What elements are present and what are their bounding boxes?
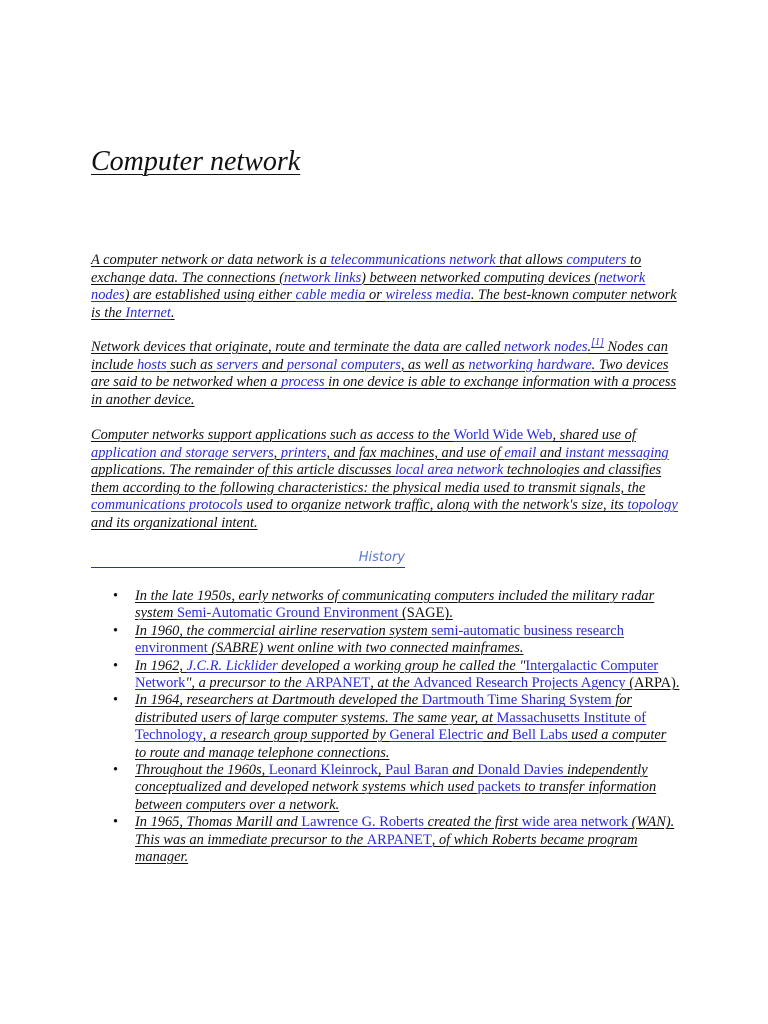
link-davies[interactable]: Donald Davies [477, 762, 564, 779]
link-internet[interactable]: Internet [125, 304, 171, 321]
item-text: , [377, 762, 386, 779]
link-arpa[interactable]: Advanced Research Projects Agency [413, 675, 626, 692]
link-kleinrock[interactable]: Leonard Kleinrock [268, 762, 378, 779]
link-arpanet-2[interactable]: ARPANET [366, 831, 432, 848]
link-roberts[interactable]: Lawrence G. Roberts [301, 814, 424, 831]
link-network-links[interactable]: network links [284, 269, 362, 286]
paragraph-text: . [170, 304, 175, 321]
list-item [91, 762, 681, 814]
list-item [91, 814, 681, 866]
paragraph-text: , shared use of [552, 427, 636, 443]
bullet-icon: • [113, 588, 119, 604]
item-text: used a computer to route and manage telephone connections. [135, 727, 667, 761]
paragraph-text: Nodes can include [91, 339, 668, 373]
paragraph-text: that allows [495, 252, 567, 268]
item-text: In 1962, [135, 657, 187, 674]
paragraph-text: to exchange data. The connections ( [91, 252, 642, 286]
item-text: In 1965, Thomas Marill and [135, 814, 302, 831]
item-text: for distributed users of large computer systems. The same year, at [135, 692, 632, 726]
paragraph-text: and [536, 444, 566, 461]
link-email[interactable]: email [504, 444, 537, 461]
paragraph-text: A computer network or data network is a [91, 252, 331, 268]
bullet-icon: • [113, 762, 119, 779]
item-text: and [483, 727, 513, 744]
item-text: and [448, 762, 478, 779]
list-item [91, 692, 681, 762]
item-text: In the late 1950s, early networks of communicating computers included the military radar system [135, 588, 655, 622]
paragraph-text: , [273, 444, 281, 461]
intro-paragraph [91, 252, 681, 322]
citation-link-1[interactable]: [1] [591, 337, 604, 348]
list-item [91, 588, 681, 623]
paragraph-text: ) are established using either [124, 287, 296, 303]
link-arpanet[interactable]: ARPANET [305, 675, 371, 692]
paragraph-text: such as [166, 356, 217, 373]
paragraph-text: . Two devices are said to be networked when a [91, 356, 669, 390]
link-cable-media[interactable]: cable media [295, 287, 366, 303]
link-personal-computers[interactable]: personal computers [286, 356, 401, 373]
item-text: independently conceptualized and developed network systems which used [135, 762, 648, 796]
paragraph-text: ) between networked computing devices ( [361, 269, 599, 286]
link-local-area-network[interactable]: local area network [395, 462, 504, 478]
link-wan[interactable]: wide area network [521, 814, 629, 831]
link-network-nodes-2[interactable]: network nodes [504, 339, 588, 355]
link-bell-labs[interactable]: Bell Labs [512, 727, 568, 744]
bullet-icon: • [113, 814, 119, 831]
item-text: (WAN). This was an immediate precursor to the [135, 814, 675, 848]
paragraph-text: or [365, 287, 386, 303]
link-telecommunications-network[interactable]: telecommunications network [330, 252, 496, 268]
nodes-paragraph [91, 339, 681, 409]
history-section-heading[interactable] [91, 549, 405, 568]
item-text: ", a precursor to the [185, 675, 306, 692]
link-network-nodes[interactable]: network nodes [91, 269, 646, 303]
paragraph-text: used to organize network traffic, along with the network's size, its [242, 497, 628, 513]
link-licklider[interactable]: J.C.R. Licklider [186, 657, 278, 674]
item-text: , a research group supported by [202, 727, 390, 744]
link-packets[interactable]: packets [477, 779, 521, 796]
item-text: In 1964, researchers at Dartmouth developed the [135, 692, 422, 709]
link-servers[interactable]: servers [216, 356, 259, 373]
paragraph-text: technologies and classifies them according to the following characteristics: the physical media used to transmit signals, the [91, 462, 662, 496]
paragraph-text: applications. The remainder of this article discusses [91, 462, 396, 478]
item-text: In 1960, the commercial airline reservation system [135, 622, 432, 639]
list-item [91, 658, 681, 693]
link-mit[interactable]: Massachusetts Institute of Technology [135, 709, 647, 744]
link-sabre[interactable]: semi-automatic business research environment [135, 622, 624, 657]
bullet-icon: • [113, 657, 119, 674]
item-text: , at the [370, 675, 414, 692]
item-text: (SAGE). [398, 605, 453, 622]
link-communications-protocols[interactable]: communications protocols [91, 497, 243, 513]
link-printers[interactable]: printers [280, 444, 327, 461]
paragraph-text: Computer networks support applications such as access to the [91, 427, 454, 443]
link-hosts[interactable]: hosts [136, 356, 167, 373]
link-baran[interactable]: Paul Baran [385, 762, 449, 779]
item-text: (SABRE) went online with two connected mainframes. [207, 640, 524, 657]
link-sage[interactable]: Semi-Automatic Ground Environment [176, 605, 399, 622]
paragraph-text: in one device is able to exchange information with a process in another device. [91, 374, 677, 408]
link-general-electric[interactable]: General Electric [389, 727, 484, 744]
link-application-storage-servers[interactable]: application and storage servers [91, 444, 274, 461]
paragraph-text: . [587, 339, 592, 355]
link-world-wide-web[interactable]: World Wide Web [453, 427, 553, 443]
paragraph-text: Network devices that originate, route and terminate the data are called [91, 339, 504, 355]
applications-paragraph [91, 427, 681, 532]
link-intergalactic-network[interactable]: Intergalactic Computer Network [135, 657, 659, 692]
bullet-icon: • [113, 692, 119, 709]
item-text: (ARPA). [625, 675, 680, 692]
item-text: Throughout the 1960s, [135, 762, 269, 779]
paragraph-text: and [258, 356, 287, 373]
item-text: created the first [423, 814, 522, 831]
paragraph-text: and its organizational intent. [91, 514, 258, 531]
paragraph-text: , as well as [400, 356, 469, 373]
history-heading-label: History [358, 550, 405, 565]
item-text: developed a working group he called the " [277, 657, 526, 674]
page-title: Computer network [91, 146, 301, 177]
link-process[interactable]: process [281, 374, 325, 390]
history-list [91, 588, 681, 867]
bullet-icon: • [113, 622, 119, 639]
paragraph-text: , and fax machines, and use of [326, 444, 505, 461]
item-text: , of which Roberts became program manager. [135, 831, 638, 866]
link-networking-hardware[interactable]: networking hardware [468, 356, 592, 373]
paragraph-text: . The best-known computer network is the [91, 287, 677, 321]
link-wireless-media[interactable]: wireless media [385, 287, 471, 303]
link-computers[interactable]: computers [566, 252, 627, 268]
link-instant-messaging[interactable]: instant messaging [565, 444, 669, 461]
list-item [91, 623, 681, 658]
link-topology[interactable]: topology [627, 497, 678, 513]
link-dtss[interactable]: Dartmouth Time Sharing System [421, 692, 612, 709]
item-text: to transfer information between computers over a network. [135, 779, 657, 813]
